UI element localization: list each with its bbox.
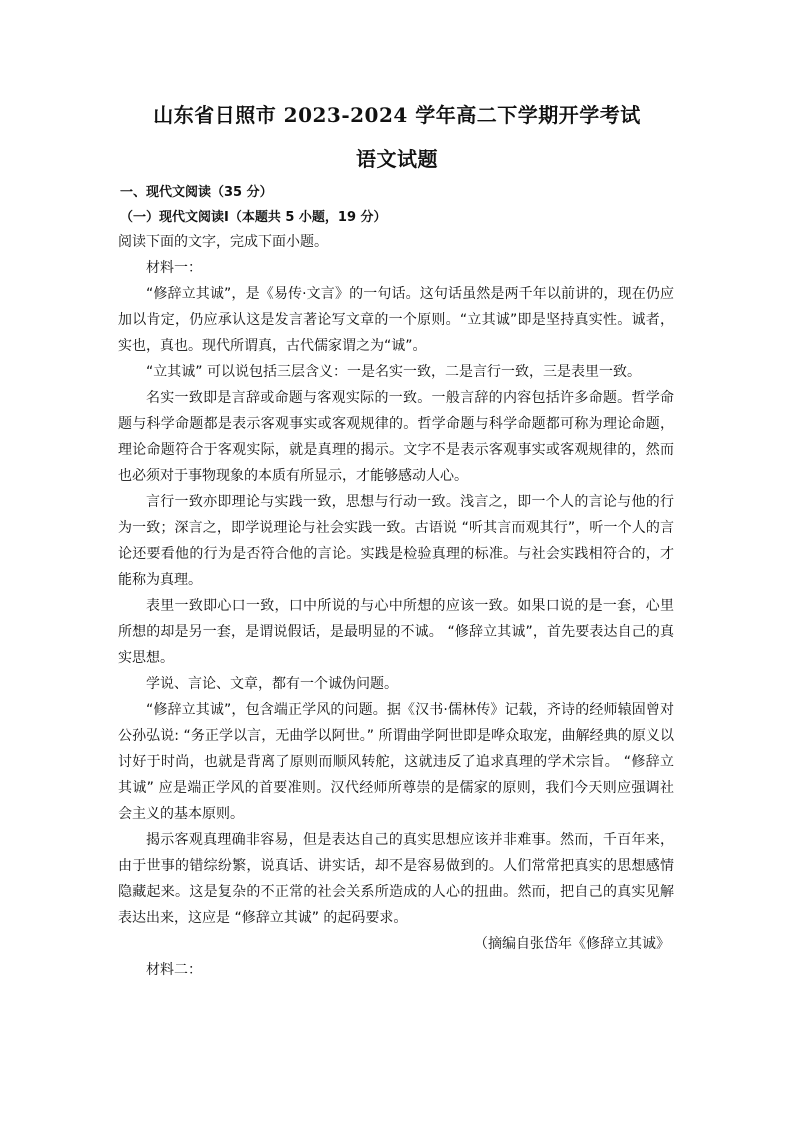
instruction-text: 阅读下面的文字，完成下面小题。 [118, 234, 328, 250]
paragraph: 言行一致亦即理论与实践一致，思想与行动一致。浅言之，即一个人的言论与他的行为一致；深言之，即学说理论与社会实践一致。古语说 “听其言而观其行”，听一个人的言论还要看他的行为是否符合他的言论。实践是检验真理的标准。与社会实践相符合的，才能称为真理。 [118, 494, 674, 588]
exam-subtitle: 语文试题 [356, 147, 438, 171]
material-one-label: 材料一： [146, 260, 202, 276]
material-two-label: 材料二： [146, 962, 202, 978]
subsection-heading: （一）现代文阅读Ⅰ（本题共 5 小题，19 分） [120, 210, 387, 225]
passage-body [118, 229, 674, 983]
paragraph: 名实一致即是言辞或命题与客观实际的一致。一般言辞的内容包括许多命题。哲学命题与科学命题都是表示客观事实或客观规律的。哲学命题与科学命题都可称为理论命题，理论命题符合于客观实际，就是真理的揭示。文字不是表示客观事实或客观规律的，然而也必须对于事物现象的本质有所显示，才能够感动人心。 [118, 390, 674, 484]
paragraph: 学说、言论、文章，都有一个诚伪问题。 [146, 676, 398, 692]
paragraph: “修辞立其诚”，是《易传·文言》的一句话。这句话虽然是两千年以前讲的，现在仍应加以肯定，仍应承认这是发言著论写文章的一个原则。“立其诚”即是坚持真实性。诚者，实也，真也。现代所谓真，古代儒家谓之为“诚”。 [118, 286, 674, 354]
paragraph: “修辞立其诚”，包含端正学风的问题。据《汉书·儒林传》记载，齐诗的经师辕固曾对公孙弘说: “务正学以言，无曲学以阿世。” 所谓曲学阿世即是哗众取宠，曲解经典的原义以讨好于时尚，也就是背离了原则而顺风转舵，这就违反了追求真理的学术宗旨。 “修辞立其诚” 应是端正学风的首要准则。汉代经师所尊崇的是儒家的原则，我们今天则应强调社会主义的基本原则。 [118, 702, 674, 822]
source-citation: （摘编自张岱年《修辞立其诚》 [474, 936, 670, 952]
exam-title: 山东省日照市 2023-2024 学年高二下学期开学考试 [153, 103, 641, 127]
section-heading: 一、现代文阅读（35 分） [120, 185, 273, 200]
paragraph: 揭示客观真理确非容易，但是表达自己的真实思想应该并非难事。然而，千百年来，由于世事的错综纷繁，说真话、讲实话，却不是容易做到的。人们常常把真实的思想感情隐藏起来。这是复杂的不正常的社会关系所造成的人心的扭曲。然而，把自己的真实见解表达出来，这应是 “修辞立其诚” 的起码要求。 [118, 832, 674, 926]
paragraph: “立其诚” 可以说包括三层含义：一是名实一致，二是言行一致，三是表里一致。 [146, 364, 641, 380]
paragraph: 表里一致即心口一致，口中所说的与心中所想的应该一致。如果口说的是一套，心里所想的却是另一套，是谓说假话，是最明显的不诚。 “修辞立其诚”，首先要表达自己的真实思想。 [118, 598, 674, 666]
